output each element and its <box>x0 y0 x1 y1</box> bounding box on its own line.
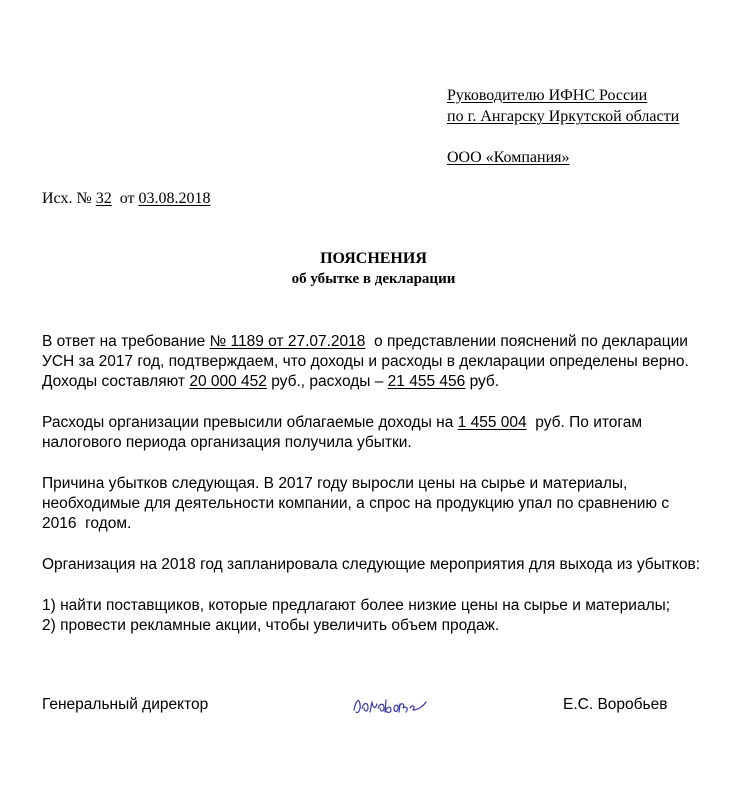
p1-text-4: руб., расходы – <box>271 373 384 390</box>
p1-text-3: Доходы составляют <box>42 373 186 390</box>
outgoing-number <box>42 189 211 209</box>
document-title: ПОЯСНЕНИЯ <box>320 250 427 267</box>
measure-item-2: 2) провести рекламные акции, чтобы увеличить объем продаж. <box>42 617 500 634</box>
signatory-name: Е.С. Воробьев <box>563 696 668 713</box>
outgoing-date-prefix: от <box>119 190 135 207</box>
p1-text-1: В ответ на требование <box>42 333 206 350</box>
paragraph-3-line-1: Причина убытков следующая. В 2017 году выросли цены на сырье и материалы, <box>42 475 628 492</box>
recipient-line-2: по г. Ангарску Иркутской области <box>447 108 680 125</box>
signatory-position: Генеральный директор <box>42 696 209 713</box>
p1-text-2: о представлении пояснений по декларации <box>374 333 688 350</box>
income-value: 20 000 452 <box>189 373 267 390</box>
paragraph-4-line-1: Организация на 2018 год запланировала следующие мероприятия для выхода из убытков: <box>42 556 700 573</box>
recipient-company: ООО «Компания» <box>447 149 570 166</box>
p2-text-2: руб. По итогам <box>535 414 642 431</box>
paragraph-1-line-3 <box>42 372 732 392</box>
outgoing-date: 03.08.2018 <box>138 190 211 207</box>
paragraph-3-line-3: 2016 годом. <box>42 515 132 532</box>
handwritten-signature <box>350 690 430 720</box>
paragraph-3-line-2: необходимые для деятельности компании, а спрос на продукцию упал по сравнению с <box>42 495 670 512</box>
paragraph-1-line-1 <box>42 332 732 352</box>
expenses-value: 21 455 456 <box>387 373 466 390</box>
paragraph-2-line-2: налогового периода организация получила убытки. <box>42 434 412 451</box>
recipient-line-1: Руководителю ИФНС России <box>447 87 648 104</box>
p2-text-1: Расходы организации превысили облагаемые доходы на <box>42 414 454 431</box>
requirement-reference: № 1189 от 27.07.2018 <box>209 333 366 350</box>
outgoing-prefix: Исх. № <box>42 190 92 207</box>
document-subtitle: об убытке в декларации <box>291 271 456 287</box>
paragraph-1-line-2: УСН за 2017 год, подтверждаем, что доходы и расходы в декларации определены верно. <box>42 353 689 370</box>
paragraph-2-line-1 <box>42 413 732 433</box>
signature-row <box>0 696 747 718</box>
loss-value: 1 455 004 <box>457 414 527 431</box>
outgoing-number-value: 32 <box>95 190 112 207</box>
measure-item-1: 1) найти поставщиков, которые предлагают более низкие цены на сырье и материалы; <box>42 597 671 614</box>
p1-text-5: руб. <box>469 373 500 390</box>
